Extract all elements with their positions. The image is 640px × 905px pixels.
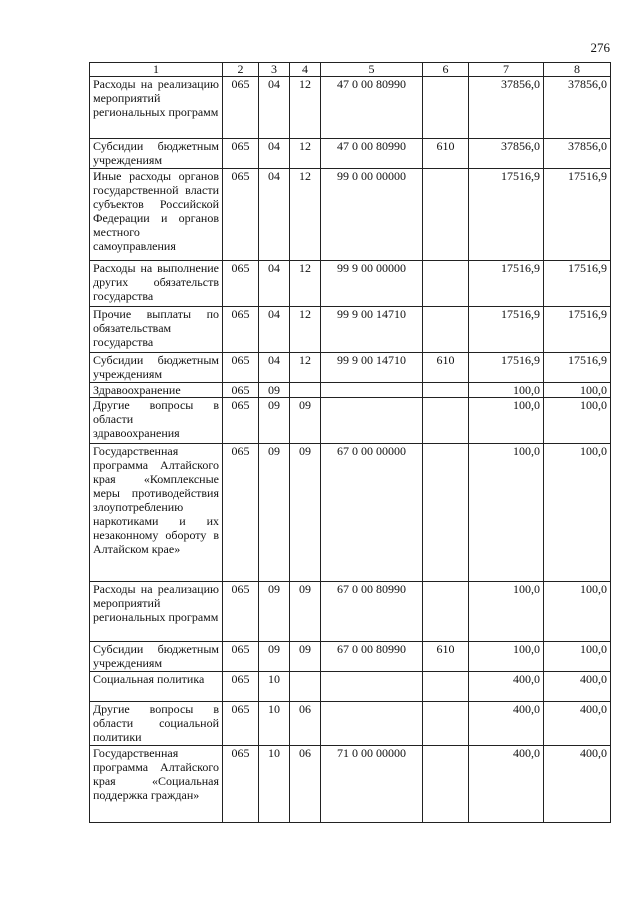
table-row bbox=[90, 261, 611, 307]
header-cell: 4 bbox=[290, 63, 321, 77]
table-row bbox=[90, 169, 611, 261]
amount-col8: 17516,9 bbox=[544, 307, 611, 353]
target-article-code bbox=[321, 398, 423, 444]
amount-col7: 37856,0 bbox=[469, 77, 544, 139]
expense-type-code bbox=[423, 746, 469, 823]
expense-name: Здравоохранение bbox=[90, 383, 223, 398]
expense-type-code bbox=[423, 702, 469, 746]
table-row bbox=[90, 353, 611, 383]
target-article-code: 67 0 00 80990 bbox=[321, 582, 423, 642]
header-row bbox=[90, 63, 611, 77]
expense-type-code bbox=[423, 444, 469, 582]
table-row bbox=[90, 139, 611, 169]
subsection-code: 12 bbox=[290, 139, 321, 169]
subsection-code: 06 bbox=[290, 746, 321, 823]
target-article-code: 47 0 00 80990 bbox=[321, 77, 423, 139]
amount-col7: 100,0 bbox=[469, 398, 544, 444]
expense-name: Государственная программа Алтайского края «Социальная поддержка граждан» bbox=[90, 746, 223, 823]
amount-col7: 100,0 bbox=[469, 444, 544, 582]
expense-name: Расходы на реализацию мероприятий региональных программ bbox=[90, 77, 223, 139]
subsection-code: 12 bbox=[290, 169, 321, 261]
amount-col7: 17516,9 bbox=[469, 353, 544, 383]
expense-name: Субсидии бюджетным учреждениям bbox=[90, 642, 223, 672]
ministry-code: 065 bbox=[223, 383, 259, 398]
ministry-code: 065 bbox=[223, 307, 259, 353]
subsection-code: 09 bbox=[290, 444, 321, 582]
amount-col8: 400,0 bbox=[544, 702, 611, 746]
amount-col7: 17516,9 bbox=[469, 307, 544, 353]
amount-col8: 17516,9 bbox=[544, 169, 611, 261]
section-code: 09 bbox=[259, 582, 290, 642]
table-row bbox=[90, 702, 611, 746]
table-row bbox=[90, 746, 611, 823]
target-article-code: 99 9 00 14710 bbox=[321, 307, 423, 353]
amount-col8: 400,0 bbox=[544, 746, 611, 823]
amount-col7: 17516,9 bbox=[469, 261, 544, 307]
section-code: 10 bbox=[259, 702, 290, 746]
subsection-code: 12 bbox=[290, 353, 321, 383]
expense-type-code: 610 bbox=[423, 353, 469, 383]
ministry-code: 065 bbox=[223, 746, 259, 823]
section-code: 04 bbox=[259, 169, 290, 261]
amount-col7: 400,0 bbox=[469, 672, 544, 702]
target-article-code bbox=[321, 672, 423, 702]
amount-col7: 37856,0 bbox=[469, 139, 544, 169]
amount-col7: 400,0 bbox=[469, 702, 544, 746]
subsection-code: 09 bbox=[290, 582, 321, 642]
expense-type-code bbox=[423, 383, 469, 398]
target-article-code: 99 0 00 00000 bbox=[321, 169, 423, 261]
amount-col8: 100,0 bbox=[544, 642, 611, 672]
subsection-code: 12 bbox=[290, 307, 321, 353]
expense-name: Иные расходы органов государственной власти субъектов Российской Федерации и органов местного самоуправления bbox=[90, 169, 223, 261]
section-code: 10 bbox=[259, 746, 290, 823]
header-cell: 8 bbox=[544, 63, 611, 77]
subsection-code: 12 bbox=[290, 261, 321, 307]
budget-table bbox=[89, 62, 611, 823]
target-article-code bbox=[321, 702, 423, 746]
amount-col7: 100,0 bbox=[469, 582, 544, 642]
table-row bbox=[90, 582, 611, 642]
header-cell: 1 bbox=[90, 63, 223, 77]
table-row bbox=[90, 444, 611, 582]
target-article-code: 47 0 00 80990 bbox=[321, 139, 423, 169]
section-code: 10 bbox=[259, 672, 290, 702]
section-code: 09 bbox=[259, 398, 290, 444]
subsection-code: 09 bbox=[290, 642, 321, 672]
header-cell: 2 bbox=[223, 63, 259, 77]
expense-type-code bbox=[423, 77, 469, 139]
header-cell: 6 bbox=[423, 63, 469, 77]
subsection-code: 12 bbox=[290, 77, 321, 139]
expense-type-code bbox=[423, 169, 469, 261]
expense-name: Расходы на реализацию мероприятий региональных программ bbox=[90, 582, 223, 642]
ministry-code: 065 bbox=[223, 398, 259, 444]
expense-type-code bbox=[423, 672, 469, 702]
amount-col8: 400,0 bbox=[544, 672, 611, 702]
section-code: 09 bbox=[259, 444, 290, 582]
amount-col8: 100,0 bbox=[544, 582, 611, 642]
section-code: 09 bbox=[259, 383, 290, 398]
expense-name: Другие вопросы в области здравоохранения bbox=[90, 398, 223, 444]
table-row bbox=[90, 642, 611, 672]
ministry-code: 065 bbox=[223, 139, 259, 169]
expense-name: Прочие выплаты по обязательствам государства bbox=[90, 307, 223, 353]
amount-col7: 100,0 bbox=[469, 642, 544, 672]
target-article-code: 67 0 00 00000 bbox=[321, 444, 423, 582]
ministry-code: 065 bbox=[223, 672, 259, 702]
target-article-code: 71 0 00 00000 bbox=[321, 746, 423, 823]
amount-col7: 400,0 bbox=[469, 746, 544, 823]
section-code: 04 bbox=[259, 139, 290, 169]
subsection-code bbox=[290, 672, 321, 702]
table-row bbox=[90, 383, 611, 398]
expense-type-code: 610 bbox=[423, 642, 469, 672]
ministry-code: 065 bbox=[223, 582, 259, 642]
ministry-code: 065 bbox=[223, 353, 259, 383]
header-cell: 3 bbox=[259, 63, 290, 77]
target-article-code: 67 0 00 80990 bbox=[321, 642, 423, 672]
ministry-code: 065 bbox=[223, 169, 259, 261]
amount-col8: 17516,9 bbox=[544, 261, 611, 307]
target-article-code: 99 9 00 00000 bbox=[321, 261, 423, 307]
section-code: 04 bbox=[259, 261, 290, 307]
expense-name: Расходы на выполнение других обязательств государства bbox=[90, 261, 223, 307]
expense-name: Социальная политика bbox=[90, 672, 223, 702]
expense-name: Государственная программа Алтайского края «Комплексные меры противодействия злоупотреблению наркотиками и их незаконному обороту в Алтайском крае» bbox=[90, 444, 223, 582]
target-article-code: 99 9 00 14710 bbox=[321, 353, 423, 383]
table-row bbox=[90, 307, 611, 353]
section-code: 04 bbox=[259, 307, 290, 353]
amount-col7: 17516,9 bbox=[469, 169, 544, 261]
amount-col8: 17516,9 bbox=[544, 353, 611, 383]
ministry-code: 065 bbox=[223, 444, 259, 582]
ministry-code: 065 bbox=[223, 642, 259, 672]
expense-type-code bbox=[423, 398, 469, 444]
ministry-code: 065 bbox=[223, 77, 259, 139]
amount-col8: 37856,0 bbox=[544, 77, 611, 139]
amount-col8: 100,0 bbox=[544, 444, 611, 582]
expense-type-code bbox=[423, 307, 469, 353]
expense-type-code bbox=[423, 582, 469, 642]
expense-type-code: 610 bbox=[423, 139, 469, 169]
section-code: 04 bbox=[259, 353, 290, 383]
ministry-code: 065 bbox=[223, 702, 259, 746]
amount-col8: 100,0 bbox=[544, 383, 611, 398]
target-article-code bbox=[321, 383, 423, 398]
table-row bbox=[90, 672, 611, 702]
expense-name: Другие вопросы в области социальной политики bbox=[90, 702, 223, 746]
amount-col8: 37856,0 bbox=[544, 139, 611, 169]
page-number: 276 bbox=[590, 40, 610, 55]
expense-name: Субсидии бюджетным учреждениям bbox=[90, 139, 223, 169]
expense-type-code bbox=[423, 261, 469, 307]
table-row bbox=[90, 77, 611, 139]
section-code: 09 bbox=[259, 642, 290, 672]
header-cell: 7 bbox=[469, 63, 544, 77]
table-row bbox=[90, 398, 611, 444]
subsection-code: 06 bbox=[290, 702, 321, 746]
amount-col8: 100,0 bbox=[544, 398, 611, 444]
subsection-code: 09 bbox=[290, 398, 321, 444]
amount-col7: 100,0 bbox=[469, 383, 544, 398]
ministry-code: 065 bbox=[223, 261, 259, 307]
section-code: 04 bbox=[259, 77, 290, 139]
expense-name: Субсидии бюджетным учреждениям bbox=[90, 353, 223, 383]
header-cell: 5 bbox=[321, 63, 423, 77]
subsection-code bbox=[290, 383, 321, 398]
